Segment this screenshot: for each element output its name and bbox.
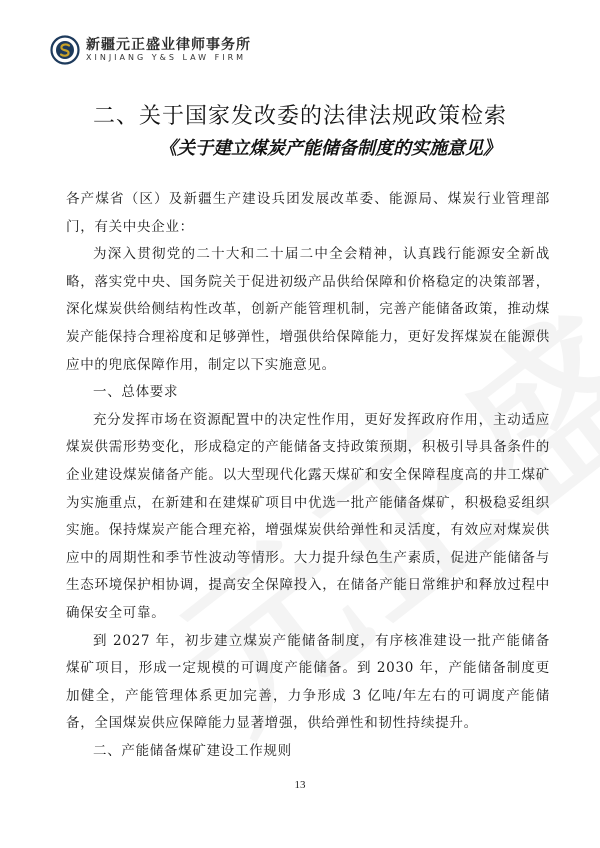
- paragraph-preamble: 为深入贯彻党的二十大和二十届二中全会精神，认真践行能源安全新战略，落实党中央、国务院关于促进初级产品供给保障和价格稳定的决策部署，深化煤炭供给侧结构性改革，创新产能管理机制，完善产能储备政策，推动煤炭产能保持合理裕度和足够弹性，增强供给保障能力，更好发挥煤炭在能源供应中的兜底保障作用，制定以下实施意见。: [66, 246, 550, 373]
- document-title: 《关于建立煤炭产能储备制度的实施意见》: [159, 138, 501, 159]
- firm-header: [50, 30, 251, 70]
- firm-name-en: XINJIANG Y&S LAW FIRM: [86, 53, 247, 62]
- heading-general-requirements: 一、总体要求: [93, 384, 179, 401]
- document-body: [66, 186, 550, 765]
- section-title: 二、关于国家发改委的法律法规政策检索: [92, 104, 507, 129]
- firm-name-cn: 新疆元正盛业律师事务所: [86, 37, 251, 53]
- paragraph-addressees: 各产煤省（区）及新疆生产建设兵团发展改革委、能源局、煤炭行业管理部门，有关中央企业：: [66, 191, 550, 235]
- heading-construction-rules: 二、产能储备煤矿建设工作规则: [93, 742, 292, 759]
- firm-name: [86, 37, 251, 63]
- paragraph-goals: 到 2027 年，初步建立煤炭产能储备制度，有序核准建设一批产能储备煤矿项目，形成一定规模的可调度产能储备。到 2030 年，产能储备制度更加健全，产能管理体系更加完善，力争形成 3 亿吨/年左右的可调度产能储备，全国煤炭供应保障能力显著增强，供给弹性和韧性持续提升。: [66, 632, 550, 732]
- paragraph-general-requirements: 充分发挥市场在资源配置中的决定性作用，更好发挥政府作用，主动适应煤炭供需形势变化，形成稳定的产能储备支持政策预期，积极引导具备条件的企业建设煤炭储备产能。以大型现代化露天煤矿和安全保障程度高的井工煤矿为实施重点，在新建和在建煤矿项目中优选一批产能储备煤矿，积极稳妥组织实施。保持煤炭产能合理充裕，增强煤炭供给弹性和灵活度，有效应对煤炭供应中的周期性和季节性波动等情形。大力提升绿色生产素质，促进产能储备与生态环境保护相协调，提高安全保障投入，在储备产能日常维护和释放过程中确保安全可靠。: [66, 411, 550, 621]
- firm-logo-icon: [50, 35, 80, 65]
- page-number: 13: [294, 779, 306, 791]
